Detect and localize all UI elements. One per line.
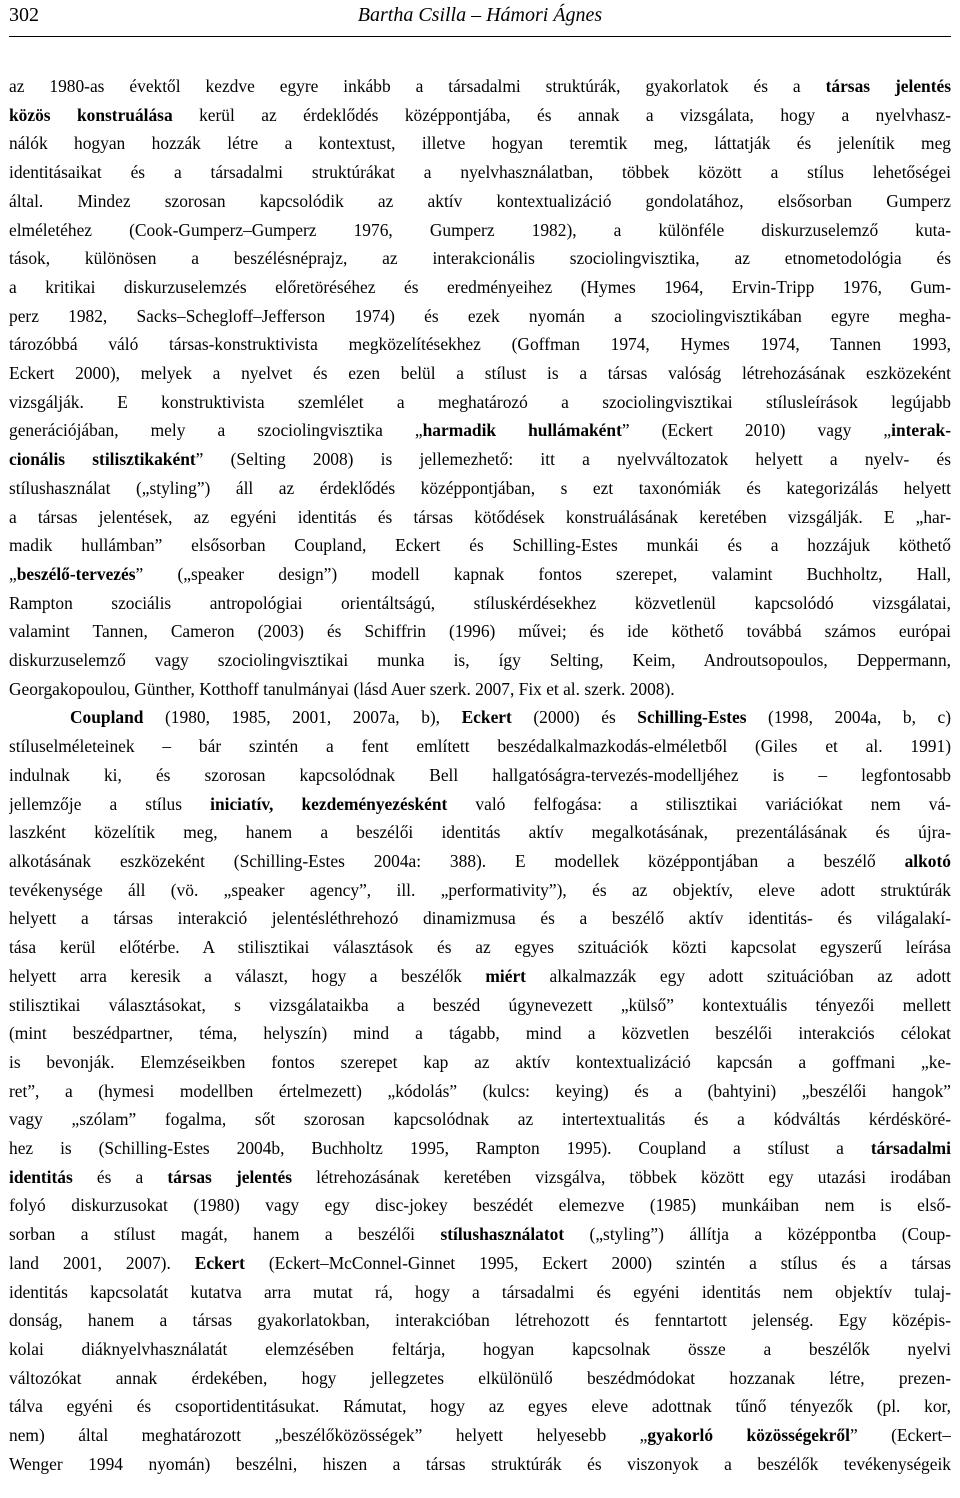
text-run: identitás kapcsolatát kutatva arra mutat rá, hogy a társadalmi és egyéni identitás nem objektív tulaj- [9, 1281, 951, 1302]
bold-text-run: interak- [891, 420, 951, 441]
text-line [9, 1392, 951, 1421]
text-run: helyett a társas interakció jelentésléthrehozó dinamizmusa és a beszélő aktív identitás- és világalakí- [9, 908, 951, 929]
text-run: folyó diskurzusokat (1980) vagy egy disc-jokey beszédét elemezve (1985) munkáiban nem is első- [9, 1195, 951, 1216]
text-line [9, 216, 951, 245]
text-run: „ [9, 563, 17, 584]
text-line [9, 1335, 951, 1364]
text-line [9, 1249, 951, 1278]
text-run: vizsgálják. E konstruktivista szemlélet a meghatározó a szociolingvisztikai stílusleírások legújabb [9, 391, 951, 412]
text-line [9, 991, 951, 1020]
text-run: stilisztikai választásokat, s vizsgálataikba a beszéd úgynevezett „külső” kontextuális tényezői mellett [9, 994, 951, 1015]
text-run: (1998, 2004a, b, c) [746, 707, 951, 728]
text-line [9, 1048, 951, 1077]
text-line [9, 531, 951, 560]
page-number: 302 [9, 4, 39, 26]
text-run: és a [72, 1166, 168, 1187]
text-run: helyett arra keresik a választ, hogy a beszélők [9, 965, 486, 986]
text-run: madik hullámban” elsősorban Coupland, Eckert és Schilling-Estes munkái és a hozzájuk köthető [9, 535, 951, 556]
bold-text-run: társadalmi [870, 1138, 951, 1159]
text-line [9, 790, 951, 819]
running-head-title: Bartha Csilla – Hámori Ágnes [357, 4, 603, 26]
text-line [9, 876, 951, 905]
text-run: ” (Eckert– [849, 1425, 951, 1446]
text-run: jellemzője a stílus [9, 793, 211, 814]
text-run: hez is (Schilling-Estes 2004b, Buchholtz 1995, Rampton 1995). Coupland a stílust a [9, 1138, 871, 1159]
text-line [9, 560, 951, 589]
text-run: indulnak ki, és szorosan kapcsolódnak Bell hallgatóságra-tervezés-modelljéhez is – legfontosabb [9, 764, 951, 785]
text-run: is bevonják. Elemzéseikben fontos szerepet kap az aktív kontextualizáció kapcsán a goffmani „ke- [9, 1051, 951, 1072]
text-line [9, 1077, 951, 1106]
text-run: perz 1982, Sacks–Schegloff–Jefferson 1974) és ezek nyomán a szociolingvisztikában egyre megha- [9, 305, 951, 326]
text-run: ” (Selting 2008) is jellemezhető: itt a nyelvváltozatok helyett a nyelv- és [195, 449, 951, 470]
text-line [9, 1306, 951, 1335]
text-run: a kritikai diskurzuselemzés előretöréséhez és eredményeihez (Hymes 1964, Ervin-Tripp 1976, Gum- [9, 276, 951, 297]
text-run: (2000) és [511, 707, 638, 728]
text-run: tevékenysége áll (vö. „speaker agency”, ill. „performativity”), és az objektív, eleve adott struktúrák [9, 879, 951, 900]
text-line [9, 904, 951, 933]
bold-text-run: cionális stilisztikaként [9, 449, 196, 470]
text-line [9, 761, 951, 790]
text-line [9, 129, 951, 158]
text-line [9, 302, 951, 331]
text-line [9, 646, 951, 675]
bold-text-run: Eckert [194, 1252, 245, 1273]
text-line [9, 244, 951, 273]
text-run: tások, különösen a beszélésnéprajz, az interakcionális szociolingvisztika, az etnometodológia és [9, 248, 951, 269]
text-run: kerül az érdeklődés középpontjába, és annak a vizsgálata, hogy a nyelvhasz- [172, 104, 951, 125]
text-line [9, 1163, 951, 1192]
bold-text-run: harmadik hullámaként [422, 420, 622, 441]
text-run: nálók hogyan hozzák létre a kontextust, illetve hogyan teremtik meg, láttatják és jelenítik meg [9, 133, 951, 154]
text-run: tása kerül előtérbe. A stilisztikai választások és az egyes szituációk közti kapcsolat egyszerű leírása [9, 937, 951, 958]
text-run: kolai diáknyelvhasználatát elemzésében feltárja, hogyan kapcsolnak össze a beszélők nyelvi [9, 1338, 951, 1359]
text-run: („styling”) állítja a középpontba (Coup- [564, 1224, 951, 1245]
text-line [9, 818, 951, 847]
text-line [9, 273, 951, 302]
text-run: elméletéhez (Cook-Gumperz–Gumperz 1976, Gumperz 1982), a különféle diskurzuselemző kuta- [9, 219, 951, 240]
text-run: generációjában, mely a szociolingvisztika „ [9, 420, 423, 441]
text-run: Wenger 1994 nyomán) beszélni, hiszen a társas struktúrák és viszonyok a beszélők tevékenységeik [9, 1453, 951, 1474]
text-line [9, 732, 951, 761]
text-line [9, 503, 951, 532]
text-line [9, 416, 951, 445]
text-run: Georgakopoulou, Günther, Kotthoff tanulmányai (lásd Auer szerk. 2007, Fix et al. szerk. 2008). [9, 678, 675, 699]
bold-text-run: beszélő-tervezés [16, 563, 136, 584]
bold-text-run: Eckert [461, 707, 512, 728]
text-line [9, 388, 951, 417]
text-run: a társas jelentések, az egyéni identitás és társas kötődések konstruálásának keretében vizsgálják. E „har- [9, 506, 951, 527]
text-line [9, 933, 951, 962]
text-run: ret”, a (hymesi modellben értelmezett) „kódolás” (kulcs: keying) és a (bahtyini) „beszélői hangok” [9, 1080, 951, 1101]
text-line [9, 1220, 951, 1249]
text-run: (mint beszédpartner, téma, helyszín) mind a tágabb, mind a közvetlen beszélői interakciós célokat [9, 1023, 951, 1044]
text-run: (Eckert–McConnel-Ginnet 1995, Eckert 2000) szintén a stílus és a társas [244, 1252, 951, 1273]
bold-text-run: miért [485, 965, 526, 986]
text-line [9, 962, 951, 991]
text-run: Rampton szociális antropológiai orientáltságú, stíluskérdésekhez közvetlenül kapcsolódó vizsgálatai, [9, 592, 951, 613]
text-line [9, 1278, 951, 1307]
body-text [9, 72, 951, 1478]
bold-text-run: iniciatív, kezdeményezésként [210, 793, 448, 814]
text-run: vagy „szólam” fogalma, sőt szorosan kapcsolódnak az intertextualitás és a kódváltás kérdésköré- [9, 1109, 951, 1130]
bold-text-run: közös konstruálása [9, 104, 173, 125]
text-run: az 1980-as évektől kezdve egyre inkább a társadalmi struktúrák, gyakorlatok és a [9, 76, 826, 96]
text-run: tározóbbá váló társas-konstruktivista megközelítésekhez (Goffman 1974, Hymes 1974, Tannen 1993, [9, 334, 951, 355]
text-line [9, 1019, 951, 1048]
text-run: változókat annak érdekében, hogy jellegzetes elkülönülő beszédmódokat hozzanak létre, prezen- [9, 1367, 951, 1388]
text-run: nem) által meghatározott „beszélőközösségek” helyett helyesebb „ [9, 1425, 648, 1446]
text-line [9, 187, 951, 216]
text-run: létrehozásának keretében vizsgálva, többek között egy utazási irodában [291, 1166, 951, 1187]
bold-text-run: stílushasználatot [440, 1224, 565, 1245]
text-run: diskurzuselemző vagy szociolingvisztikai munka is, így Selting, Keim, Androutsopoulos, Deppermann, [9, 650, 951, 671]
text-run: ” („speaker design”) modell kapnak fontos szerepet, valamint Buchholtz, Hall, [135, 563, 951, 584]
text-line [9, 847, 951, 876]
bold-text-run: társas jelentés [825, 76, 951, 96]
bold-text-run: gyakorló közösségekről [647, 1425, 850, 1446]
text-run: sorban a stílust magát, hanem a beszélői [9, 1224, 441, 1245]
running-header [9, 0, 951, 37]
text-run: laszként közelítik meg, hanem a beszélői identitás aktív megalkotásának, prezentálásának és újra- [9, 822, 951, 843]
text-line [9, 101, 951, 130]
text-run: alkotásának eszközeként (Schilling-Estes 2004a: 388). E modellek középpontjában a beszélő [9, 850, 905, 871]
text-run: stíluselméleteinek – bár szintén a fent említett beszédalkalmazkodás-elméletből (Giles et al. 1991) [9, 736, 951, 757]
text-run: valamint Tannen, Cameron (2003) és Schiffrin (1996) művei; és ide köthető továbbá számos európai [9, 621, 951, 642]
text-run: által. Mindez szorosan kapcsolódik az aktív kontextualizáció gondolatához, elsősorban Gumperz [9, 190, 951, 211]
text-line [9, 1364, 951, 1393]
bold-text-run: Coupland [70, 707, 144, 728]
text-line [9, 1191, 951, 1220]
text-line [9, 1421, 951, 1450]
text-run: donság, hanem a társas gyakorlatokban, interakcióban létrehozott és fenntartott jelenség. Egy középis- [9, 1310, 951, 1331]
text-line [9, 359, 951, 388]
text-run: stílushasználat („styling”) áll az érdeklődés középpontjában, s ezt taxonómiák és kategorizálás helyett [9, 477, 951, 498]
text-line [9, 72, 951, 101]
text-line [9, 158, 951, 187]
text-line [9, 445, 951, 474]
text-run: (1980, 1985, 2001, 2007a, b), [143, 707, 462, 728]
bold-text-run: Schilling-Estes [637, 707, 747, 728]
text-run: identitásaikat és a társadalmi struktúrákat a nyelvhasználatban, többek között a stílus lehetőségei [9, 162, 951, 183]
text-line [9, 474, 951, 503]
text-line [9, 703, 951, 732]
text-line [9, 617, 951, 646]
text-run: land 2001, 2007). [9, 1252, 195, 1273]
text-run: ” (Eckert 2010) vagy „ [621, 420, 892, 441]
bold-text-run: társas jelentés [167, 1166, 292, 1187]
text-line [9, 330, 951, 359]
text-line [9, 589, 951, 618]
text-line [9, 675, 951, 704]
text-line [9, 1134, 951, 1163]
bold-text-run: alkotó [904, 850, 951, 871]
text-line [9, 1450, 951, 1479]
text-run: tálva egyéni és csoportidentitásukat. Rámutat, hogy az egyes eleve adottnak tűnő tényezők (pl. kor, [9, 1396, 951, 1417]
text-run: Eckert 2000), melyek a nyelvet és ezen belül a stílust is a társas valóság létrehozásának eszközeként [9, 363, 951, 384]
text-run: alkalmazzák egy adott szituációban az adott [525, 965, 951, 986]
bold-text-run: identitás [9, 1166, 73, 1187]
text-run: való felfogása: a stilisztikai variációkat nem vá- [447, 793, 951, 814]
text-line [9, 1105, 951, 1134]
